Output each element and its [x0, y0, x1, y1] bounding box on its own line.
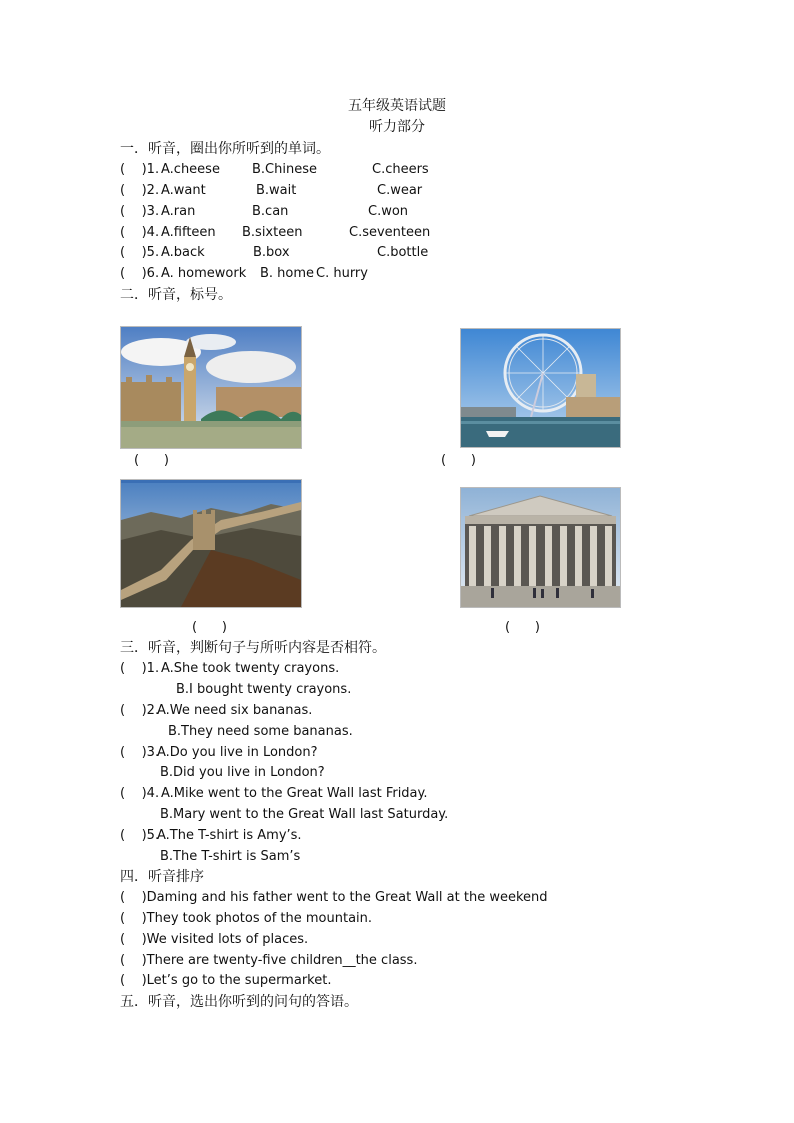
- page-subtitle: 听力部分: [369, 119, 425, 135]
- s1-item-number: ( )1.: [120, 162, 160, 177]
- section-3-heading: 三．听音，判断句子与所听内容是否相符。: [120, 640, 386, 656]
- s1-item-number: ( )2.: [120, 183, 160, 198]
- s1-option-b: B.wait: [256, 183, 297, 198]
- answer-blank[interactable]: ( ): [134, 453, 169, 468]
- s1-item-number: ( )3.: [120, 204, 160, 219]
- s1-option-c: C.won: [368, 204, 409, 219]
- s3-sentence-a: A.She took twenty crayons.: [161, 661, 340, 676]
- s1-option-c: C.wear: [377, 183, 423, 198]
- s3-sentence-b: B.The T-shirt is Sam’s: [160, 849, 301, 864]
- s4-item: ( )Let’s go to the supermarket.: [120, 973, 332, 988]
- page-title: 五年级英语试题: [348, 98, 446, 114]
- s1-option-b: B.Chinese: [252, 162, 317, 177]
- s1-item-number: ( )5.: [120, 245, 160, 260]
- s4-item: ( )There are twenty-five children__the class.: [120, 953, 418, 968]
- s3-sentence-a: A.Mike went to the Great Wall last Friday.: [161, 786, 428, 801]
- s1-option-c: C.seventeen: [349, 225, 431, 240]
- s1-option-a: A.cheese: [161, 162, 220, 177]
- s3-item-number: ( )3.: [120, 745, 160, 760]
- s3-sentence-b: B.I bought twenty crayons.: [176, 682, 352, 697]
- s3-item-number: ( )4.: [120, 786, 160, 801]
- s1-item-number: ( )4.: [120, 225, 160, 240]
- s1-option-b: B. home: [260, 266, 315, 281]
- s1-option-c: C. hurry: [316, 266, 368, 281]
- s3-sentence-b: B.Did you live in London?: [160, 765, 325, 780]
- s3-item-number: ( )5.: [120, 828, 160, 843]
- answer-blank[interactable]: ( ): [441, 453, 476, 468]
- answer-blank[interactable]: ( ): [192, 620, 227, 635]
- answer-blank[interactable]: ( ): [505, 620, 540, 635]
- s3-sentence-b: B.Mary went to the Great Wall last Saturday.: [160, 807, 449, 822]
- s1-option-a: A.fifteen: [161, 225, 216, 240]
- great-wall-photo: [120, 479, 302, 608]
- s1-option-a: A.ran: [161, 204, 196, 219]
- s1-option-a: A. homework: [161, 266, 247, 281]
- s1-option-a: A.back: [161, 245, 205, 260]
- s1-option-b: B.box: [253, 245, 290, 260]
- big-ben-photo: [120, 326, 302, 449]
- british-museum-photo: [460, 487, 621, 608]
- s1-option-c: C.bottle: [377, 245, 429, 260]
- s3-sentence-a: A.We need six bananas.: [157, 703, 313, 718]
- s1-option-c: C.cheers: [372, 162, 429, 177]
- s3-sentence-a: A.Do you live in London?: [157, 745, 318, 760]
- s4-item: ( )Daming and his father went to the Great Wall at the weekend: [120, 890, 548, 905]
- section-2-heading: 二．听音，标号。: [120, 287, 232, 303]
- london-eye-photo: [460, 328, 621, 448]
- s1-option-a: A.want: [161, 183, 206, 198]
- section-1-heading: 一．听音，圈出你所听到的单词。: [120, 141, 330, 157]
- section-5-heading: 五．听音，选出你听到的问句的答语。: [120, 994, 358, 1010]
- s1-option-b: B.can: [252, 204, 289, 219]
- s1-item-number: ( )6.: [120, 266, 160, 281]
- s3-sentence-b: B.They need some bananas.: [168, 724, 353, 739]
- s4-item: ( )We visited lots of places.: [120, 932, 309, 947]
- s3-sentence-a: A.The T-shirt is Amy’s.: [157, 828, 302, 843]
- s3-item-number: ( )1.: [120, 661, 160, 676]
- s3-item-number: ( )2.: [120, 703, 160, 718]
- s1-option-b: B.sixteen: [242, 225, 303, 240]
- section-4-heading: 四．听音排序: [120, 869, 204, 885]
- s4-item: ( )They took photos of the mountain.: [120, 911, 373, 926]
